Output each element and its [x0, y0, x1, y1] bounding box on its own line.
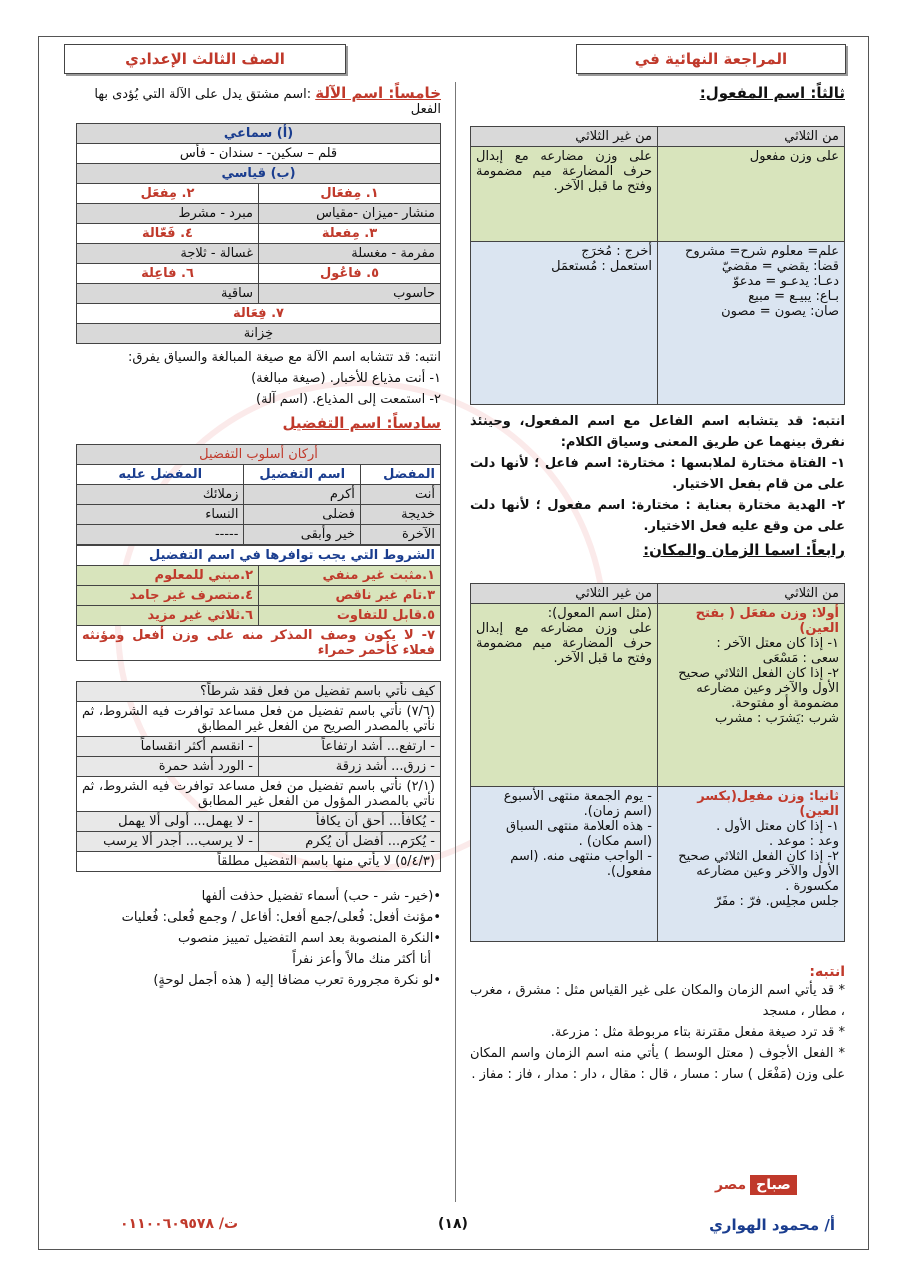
s4-bn-2: - الواجب منتهى منه. (اسم مفعول).: [510, 849, 652, 879]
s6-c1: ١.مثبت غير منفي: [259, 566, 441, 586]
s5-e6: ساقية: [77, 284, 259, 304]
s3-ex-1: قضا: يقضي = مقضيّ: [721, 259, 839, 274]
s3-title: ثالثاً: اسم المفعول:: [699, 84, 845, 102]
s5-table: [76, 123, 441, 344]
header-left-box: [64, 44, 346, 74]
s6-h2-ex1: - لا يهمل... أولى ألا يهمل: [77, 812, 259, 832]
s6-bullet-4-text: لو نكرة مجرورة تعرب مضافا إليه ( هذه أجمل لوحةٍ): [153, 973, 434, 988]
logo-part-b: مصر: [715, 1177, 747, 1193]
s4-table: [470, 583, 845, 942]
s3-ex-4: صان: يصون = مصون: [721, 304, 839, 319]
s6-title: سادساً: اسم التفضيل: [282, 414, 441, 432]
s6-bullet-2: •النكرة المنصوبة بعد اسم التفضيل تمييز منصوب: [178, 931, 441, 946]
s6-r2-2: -----: [77, 525, 244, 545]
s6-h2-ex0: - يُكافأ... أحق أن يكافأ: [259, 812, 441, 832]
s3-r1-non: على وزن مضارعه مع إبدال حرف المضارعة ميم مضمومة وفتح ما قبل الآخر.: [471, 147, 658, 242]
s6-c4: ٤.متصرف غير جامد: [77, 586, 259, 606]
s6-h2-ex3: - لا يرسب... أجدر ألا يرسب: [77, 832, 259, 852]
header-left-text: الصف الثالث الإعدادي: [125, 50, 285, 68]
s6-c2: ٢.مبني للمعلوم: [77, 566, 259, 586]
s4-note-0: * قد يأتي اسم الزمان والمكان على غير القياس مثل : مشرق ، مغرب ، مطار ، مسجد: [470, 983, 845, 1019]
s6-h1-ex1: - انقسم أكثر انقساماً: [77, 737, 259, 757]
s4-b-4: جلس مجلِس. فرّ : مفَرّ: [714, 894, 839, 909]
s5-e5: حاسوب: [259, 284, 441, 304]
s6-r0-0: أنت: [360, 485, 440, 505]
s6-r0-1: أكرم: [244, 485, 360, 505]
s6-h2-ex2: - يُكرَم... أفضل أن يُكرم: [259, 832, 441, 852]
s5-e7: خِزانة: [77, 324, 441, 344]
s6-how: كيف نأتي باسم تفضيل من فعل فقد شرطاً؟: [77, 682, 441, 702]
s6-r1-2: النساء: [77, 505, 244, 525]
s6-r0-2: زملائك: [77, 485, 244, 505]
s5-h-a: (أ) سماعي: [77, 124, 441, 144]
s4-note-title: انتبه:: [809, 964, 845, 980]
s6-r2-1: خير وأبقى: [244, 525, 360, 545]
s4-th-non: من غير الثلاثي: [471, 584, 658, 604]
s5-a-ex: قلم – سكين- - سندان - فأس: [77, 144, 441, 164]
s3-r1-tri: على وزن مفعول: [658, 147, 845, 242]
s3-nex-1: استعمل : مُستعمَل: [551, 259, 652, 274]
s6-conditions: [76, 545, 441, 661]
s3-note-1: ١- الفتاة مختارة لملابسها : مختارة: اسم فاعل ؛ لأنها دلت على من قام بفعل الاختيار.: [470, 456, 845, 492]
s6-col-1: اسم التفضيل: [244, 465, 360, 485]
s6-h1-ex0: - ارتفع... أشد ارتفاعاً: [259, 737, 441, 757]
s5-e3: مفرمة - مغسلة: [259, 244, 441, 264]
s6-r1-0: خديجة: [360, 505, 440, 525]
s4-b-2: وعد : موعد .: [768, 834, 839, 849]
s6-c6: ٦.ثلاثي غير مزيد: [77, 606, 259, 626]
s3-th-tri: من الثلاثي: [658, 127, 845, 147]
s6-bullet-4: •لو نكرة مجرورة تعرب مضافا إليه ( هذه أجمل لوحةٍ): [153, 973, 441, 988]
s3-th-non: من غير الثلاثي: [471, 127, 658, 147]
s4-b-3: ٢- إذا كان الفعل الثلاثي صحيح الأول والآخر وعين مضارعه مكسورة .: [678, 849, 839, 894]
s4-a-0: أولا: وزن مفعَل ( بفتح العين): [695, 606, 839, 636]
s4-note-1: * قد ترد صيغة مفعل مقترنة بتاء مربوطة مثل : مزرعة.: [550, 1025, 845, 1040]
s6-h1: (٧/٦) نأتي باسم تفضيل من فعل مساعد توافرت فيه الشروط، ثم نأتي بالمصدر الصريح من الفعل غير المطابق: [77, 702, 441, 737]
s4-bn-1: - هذه العلامة منتهى السباق (اسم مكان) .: [505, 819, 652, 849]
s6-table: [76, 444, 441, 545]
s5-heading: [76, 84, 441, 117]
s6-bullets: [76, 886, 441, 991]
s6-h1-ex2: - زرق... أشد زرقة: [259, 757, 441, 777]
s6-c5: ٥.قابل للتفاوت: [259, 606, 441, 626]
s6-r2-0: الآخرة: [360, 525, 440, 545]
s5-definition: :اسم مشتق يدل على الآلة التي يُؤدى بها الفعل: [94, 87, 441, 117]
s3-ex-2: دعـا: يدعـو = مدعوّ: [733, 274, 839, 289]
s5-e1: منشار -ميزان -مقياس: [259, 204, 441, 224]
column-divider: [455, 82, 456, 1202]
sabah-masr-logo: [715, 1172, 797, 1198]
logo-part-a: صباح: [750, 1175, 797, 1195]
s5-title: خامساً: اسم الآلة: [315, 84, 441, 102]
s5-w6: ٦. فاعِلة: [77, 264, 259, 284]
s6-col-2: المفضل عليه: [77, 465, 244, 485]
s4-an-1: على وزن مضارعه مع إبدال حرف المضارعة ميم مضمومة وفتح ما قبل الآخر.: [476, 621, 652, 666]
s3-note: انتبه: قد يتشابه اسم الفاعل مع اسم المفعول، وحينئذ نفرق بينهما عن طريق المعنى وسياق الكلام:: [470, 414, 845, 450]
header-right-box: [576, 44, 846, 74]
s6-how-table: [76, 681, 441, 872]
s4-a-3: ٢- إذا كان الفعل الثلاثي صحيح الأول والآخر وعين مضارعه مضمومة أو مفتوحة.: [678, 666, 839, 711]
s5-h-b: (ب) قياسي: [77, 164, 441, 184]
s6-c3: ٣.تام غير ناقص: [259, 586, 441, 606]
s4-b-1: ١- إذا كان معتل الأول .: [716, 819, 839, 834]
s5-note: انتبه: قد تتشابه اسم الآلة مع صيغة المبالغة والسياق يفرق:: [128, 350, 441, 365]
s6-bullet-1: •مؤنث أفعل: فُعلى/جمع أفعل: أفاعل / وجمع فُعلى: فُعليات: [121, 910, 441, 925]
s6-bullet-0-text: (خير- شر - حب) أسماء تفضيل حذفت ألفها: [201, 889, 434, 904]
s5-w2: ٢. مِفعَل: [77, 184, 259, 204]
s6-h1-ex3: - الورد أشد حمرة: [77, 757, 259, 777]
s6-r1-1: فضلى: [244, 505, 360, 525]
s4-a-4: شرب :يَشرَب : مشرب: [714, 711, 839, 726]
s6-bullet-1-text: مؤنث أفعل: فُعلى/جمع أفعل: أفاعل / وجمع فُعلى: فُعليات: [121, 910, 434, 925]
s5-e4: غسالة - ثلاجة: [77, 244, 259, 264]
s5-e2: مبرد - مشرط: [77, 204, 259, 224]
s4-an-0: (مثل اسم المعول):: [547, 606, 652, 621]
s6-h3: (٥/٤/٣) لا يأتي منها باسم التفضيل مطلقاً: [77, 852, 441, 872]
right-column: [470, 84, 845, 1085]
s5-w1: ١. مِفعَال: [259, 184, 441, 204]
s3-ex-0: علم= معلوم شرح= مشروح: [684, 244, 839, 259]
s3-note-2: ٢- الهدية مختارة بعناية : مختارة: اسم مفعول ؛ لأنها دلت على من وقع عليه فعل الاختيار.: [470, 498, 845, 534]
s4-bn-0: - يوم الجمعة منتهى الأسبوع (اسم زمان).: [503, 789, 652, 819]
s4-a-1: ١- إذا كان معتل الآخر :: [716, 636, 839, 651]
footer-phone: ت/ ٠١١٠٠٦٠٩٥٧٨: [120, 1216, 239, 1232]
s6-pillars: أركان أسلوب التفضيل: [77, 445, 441, 465]
s6-bullet-0: •(خير- شر - حب) أسماء تفضيل حذفت ألفها: [201, 889, 441, 904]
s6-c7: ٧- لا يكون وصف المذكر منه على وزن أفعل ومؤنثه فعلاء كأحمر حمراء: [77, 626, 441, 661]
s6-bullet-3: [76, 949, 441, 970]
left-column: [76, 84, 441, 991]
footer-author: أ/ محمود الهواري: [709, 1216, 835, 1234]
s3-table: [470, 126, 845, 405]
s3-nex-0: أخرج : مُخرَج: [581, 244, 652, 259]
header-right-text: المراجعة النهائية في: [634, 50, 788, 68]
s5-note-1: ١- أنت مذياع للأخبار. (صيغة مبالغة): [251, 371, 441, 386]
s4-b-0: ثانيا: وزن مفعِل(بكسر العين): [697, 789, 839, 819]
s5-w7: ٧. فِعَالة: [77, 304, 441, 324]
s5-w5: ٥. فاعُول: [259, 264, 441, 284]
s6-h2: (٢/١) نأتي باسم تفضيل من فعل مساعد توافرت فيه الشروط، ثم نأتي بالمصدر المؤول من الفعل غير المطابق: [77, 777, 441, 812]
s6-col-0: المفضل: [360, 465, 440, 485]
s6-bullet-3-text: أنا أكثر منك مالاً وأعز نفراً: [292, 952, 431, 967]
s3-ex-3: بـاع: يبيـع = مبيع: [748, 289, 839, 304]
s4-note-2: * الفعل الأجوف ( معتل الوسط ) يأتي منه اسم الزمان واسم المكان على وزن (مَفْعَل ) سار : مسار ، قال : مقال ، دار : مدار ، فاز : مفاز .: [470, 1046, 845, 1082]
footer-page-number: (١٨): [438, 1216, 468, 1232]
s5-w4: ٤. فَعّالة: [77, 224, 259, 244]
s6-cond-title: الشروط التي يجب توافرها في اسم التفضيل: [77, 546, 441, 566]
s5-note-2: ٢- استمعت إلى المذياع. (اسم آلة): [256, 392, 441, 407]
s4-a-2: سعى : مَسْعَى: [762, 651, 839, 666]
s5-w3: ٣. مِفعلة: [259, 224, 441, 244]
s6-bullet-2-text: النكرة المنصوبة بعد اسم التفضيل تمييز منصوب: [178, 931, 434, 946]
s4-title: رابعاً: اسما الزمان والمكان:: [643, 541, 845, 559]
s4-th-tri: من الثلاثي: [658, 584, 845, 604]
